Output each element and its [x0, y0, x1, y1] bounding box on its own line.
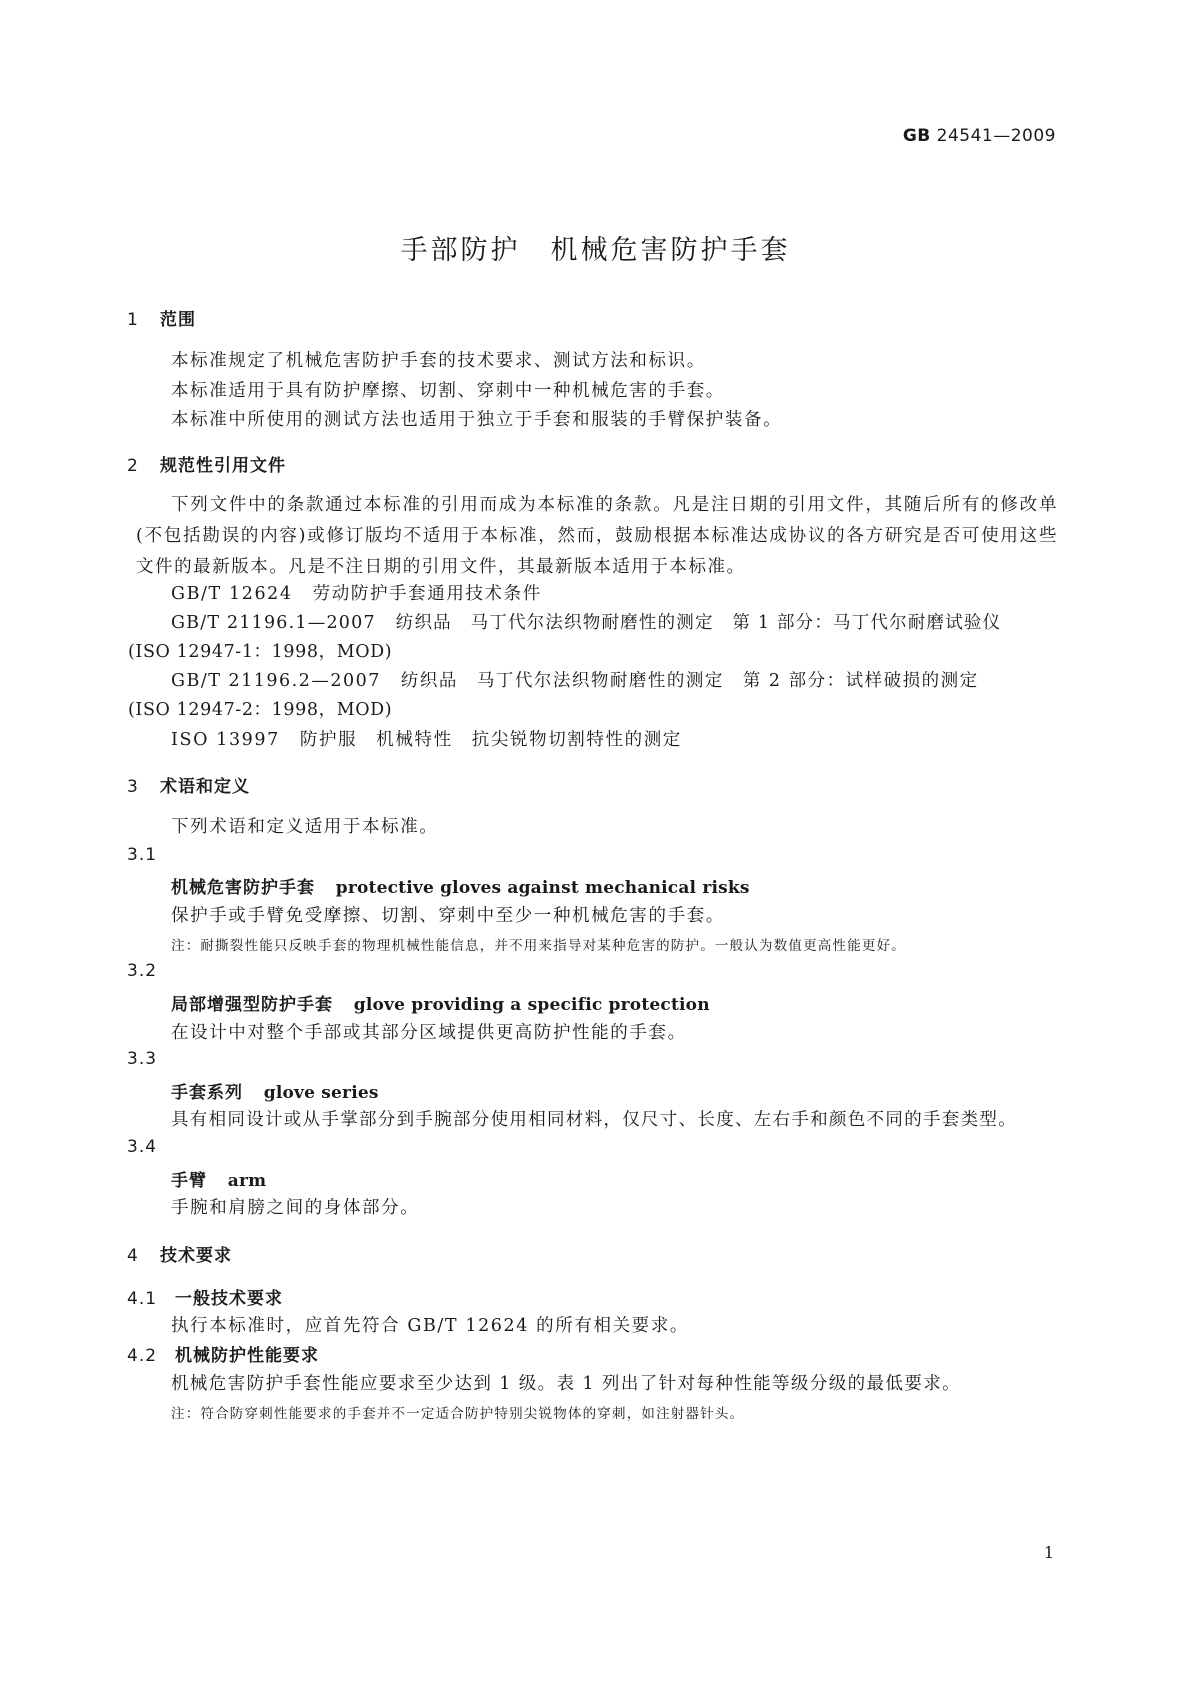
- section-4-heading: [127, 1241, 232, 1266]
- section-title: 范围: [160, 310, 196, 330]
- term-definition: 手腕和肩膀之间的身体部分。: [171, 1198, 420, 1218]
- reference-title: 纺织品 马丁代尔法织物耐磨性的测定 第 2 部分：试样破损的测定: [400, 671, 979, 691]
- subsection-number: 4.2: [127, 1346, 158, 1366]
- page-number: 1: [1043, 1543, 1054, 1562]
- standard-code-number: 24541—2009: [936, 126, 1056, 146]
- reference-code: GB/T 21196.2—2007: [171, 671, 381, 691]
- reference-code: GB/T 12624: [171, 584, 293, 604]
- subsection-4-2-text: 机械危害防护手套性能应要求至少达到 1 级。表 1 列出了针对每种性能等级分级的最低要求。: [171, 1374, 962, 1394]
- subsection-4-1-heading: [127, 1284, 283, 1309]
- section-title: 术语和定义: [160, 777, 250, 797]
- subsection-4-2-heading: [127, 1341, 319, 1366]
- title-part1: 手部防护: [400, 235, 521, 266]
- section-3-heading: [127, 772, 250, 797]
- subsection-title: 一般技术要求: [175, 1289, 283, 1309]
- term-number: 3.4: [127, 1137, 158, 1157]
- section-1-heading: [127, 305, 196, 330]
- reference-item: [171, 609, 1001, 634]
- term-heading: [171, 873, 750, 898]
- standard-code: [903, 126, 1056, 146]
- reference-continuation: (ISO 12947-1：1998，MOD): [128, 642, 393, 662]
- term-heading: [171, 1078, 379, 1103]
- section-number: 1: [127, 310, 139, 330]
- terms-intro: 下列术语和定义适用于本标准。: [171, 817, 439, 837]
- scope-line-1: 本标准规定了机械危害防护手套的技术要求、测试方法和标识。: [171, 351, 706, 371]
- section-number: 4: [127, 1246, 139, 1266]
- term-number: 3.2: [127, 961, 158, 981]
- term-chinese: 手臂: [171, 1171, 207, 1191]
- term-heading: [171, 1166, 266, 1191]
- reference-continuation: (ISO 12947-2：1998，MOD): [128, 700, 393, 720]
- term-number: 3.1: [127, 845, 158, 865]
- term-definition: 具有相同设计或从手掌部分到手腕部分使用相同材料，仅尺寸、长度、左右手和颜色不同的手套类型。: [171, 1110, 1017, 1130]
- subsection-4-1-text: 执行本标准时，应首先符合 GB/T 12624 的所有相关要求。: [171, 1316, 689, 1336]
- subsection-4-2-note: 注：符合防穿刺性能要求的手套并不一定适合防护特别尖锐物体的穿刺，如注射器针头。: [171, 1406, 745, 1422]
- term-chinese: 手套系列: [171, 1083, 243, 1103]
- term-english: glove providing a specific protection: [353, 995, 710, 1015]
- term-definition: 在设计中对整个手部或其部分区域提供更高防护性能的手套。: [171, 1023, 687, 1043]
- section-title: 技术要求: [160, 1246, 232, 1266]
- subsection-title: 机械防护性能要求: [175, 1346, 319, 1366]
- reference-item: [171, 667, 979, 692]
- term-number: 3.3: [127, 1049, 158, 1069]
- term-english: glove series: [263, 1083, 379, 1103]
- term-english: protective gloves against mechanical risks: [335, 878, 750, 898]
- title-part2: 机械危害防护手套: [550, 235, 791, 266]
- section-title: 规范性引用文件: [160, 456, 286, 476]
- term-definition: 保护手或手臂免受摩擦、切割、穿刺中至少一种机械危害的手套。: [171, 906, 725, 926]
- term-chinese: 局部增强型防护手套: [171, 995, 333, 1015]
- scope-line-3: 本标准中所使用的测试方法也适用于独立于手套和服装的手臂保护装备。: [171, 410, 783, 430]
- section-number: 2: [127, 456, 139, 476]
- reference-title: 纺织品 马丁代尔法织物耐磨性的测定 第 1 部分：马丁代尔耐磨试验仪: [395, 613, 1002, 633]
- term-chinese: 机械危害防护手套: [171, 878, 315, 898]
- reference-item: [171, 726, 682, 751]
- reference-title: 防护服 机械特性 抗尖锐物切割特性的测定: [299, 730, 682, 750]
- document-title: [0, 228, 1191, 267]
- section-number: 3: [127, 777, 139, 797]
- reference-code: ISO 13997: [171, 730, 280, 750]
- scope-line-2: 本标准适用于具有防护摩擦、切割、穿刺中一种机械危害的手套。: [171, 381, 725, 401]
- term-english: arm: [227, 1171, 267, 1191]
- standard-code-prefix: GB: [902, 126, 931, 146]
- term-heading: [171, 990, 710, 1015]
- normative-references-intro: 下列文件中的条款通过本标准的引用而成为本标准的条款。凡是注日期的引用文件，其随后所有的修改单(不包括勘误的内容)或修订版均不适用于本标准，然而，鼓励根据本标准达成协议的各方研究是否可使用这些文件的最新版本。凡是不注日期的引用文件，其最新版本适用于本标准。: [136, 495, 1058, 577]
- reference-title: 劳动防护手套通用技术条件: [312, 584, 542, 604]
- section-2-heading: [127, 451, 286, 476]
- reference-item: [171, 580, 542, 605]
- subsection-number: 4.1: [127, 1289, 158, 1309]
- term-note: 注：耐撕裂性能只反映手套的物理机械性能信息，并不用来指导对某种危害的防护。一般认为数值更高性能更好。: [171, 938, 906, 954]
- reference-code: GB/T 21196.1—2007: [171, 613, 376, 633]
